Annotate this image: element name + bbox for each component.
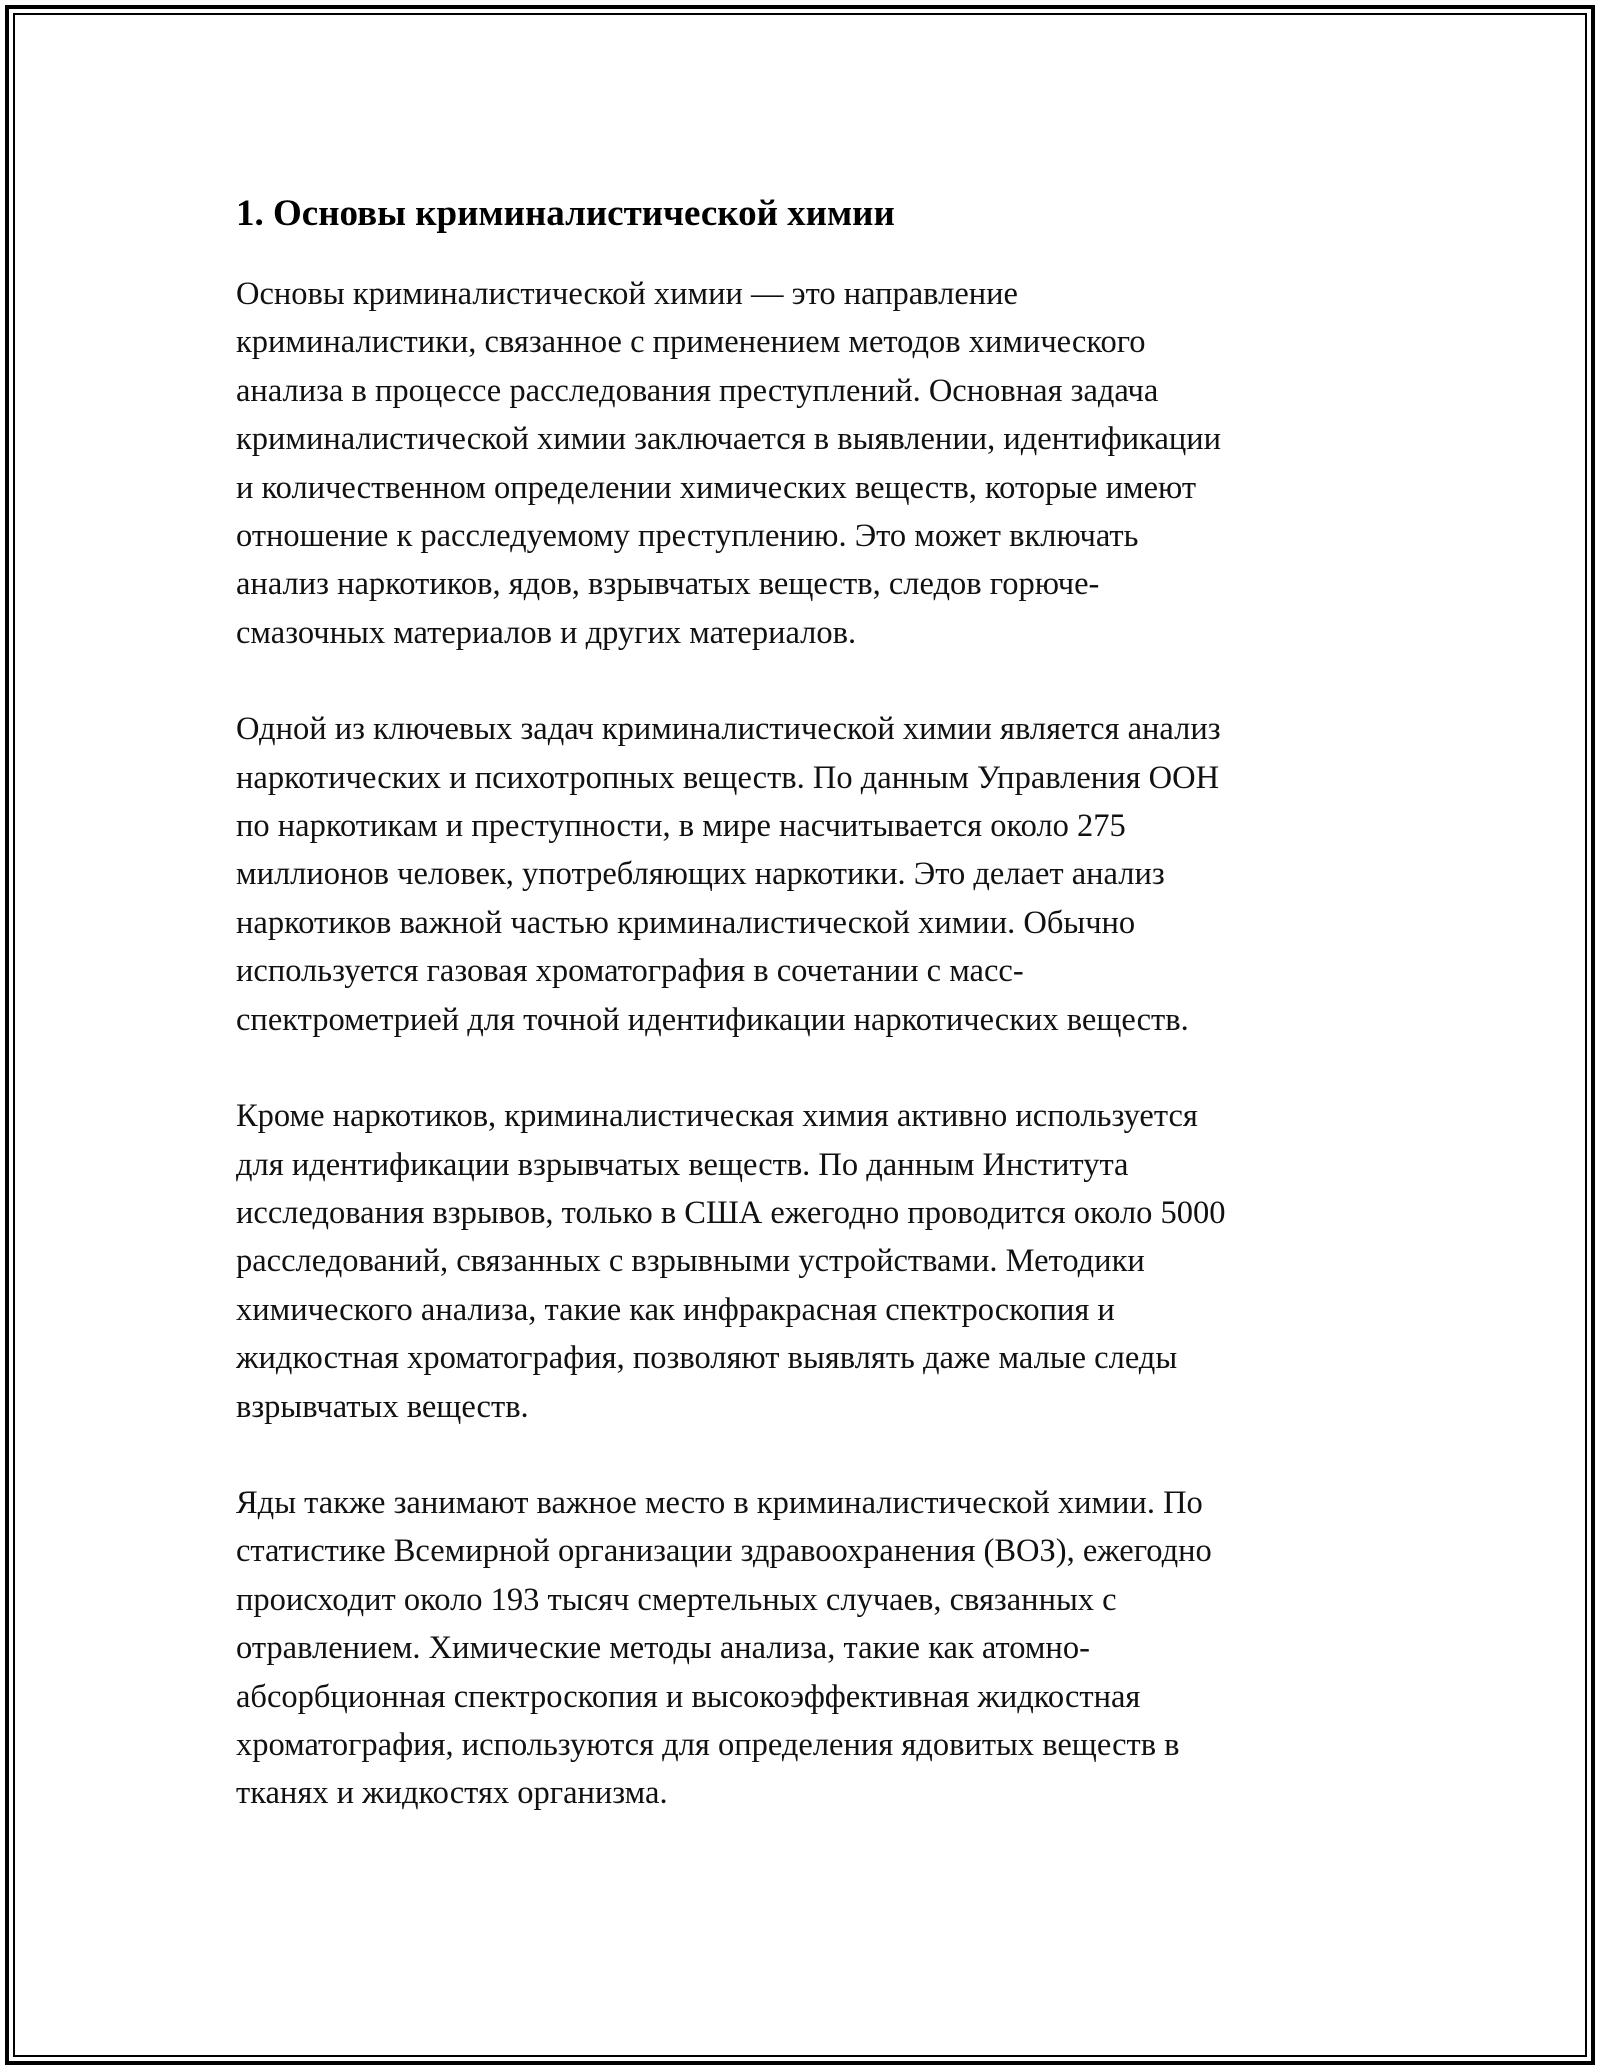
text-line: расследований, связанных с взрывными устройствами. Методики xyxy=(236,1243,1145,1280)
text-line: спектрометрией для точной идентификации наркотических веществ. xyxy=(236,1001,1189,1038)
text-line: Кроме наркотиков, криминалистическая химия активно используется xyxy=(236,1098,1198,1135)
text-line: используется газовая хроматография в сочетании с масс- xyxy=(236,953,1024,990)
text-line: жидкостная хроматография, позволяют выявлять даже малые следы xyxy=(236,1340,1178,1377)
text-line: Одной из ключевых задач криминалистической химии является анализ xyxy=(236,711,1221,748)
text-line: исследования взрывов, только в США ежегодно проводится около 5000 xyxy=(236,1194,1226,1231)
text-line: абсорбционная спектроскопия и высокоэффективная жидкостная xyxy=(236,1678,1141,1715)
text-line: наркотических и психотропных веществ. По данным Управления ООН xyxy=(236,759,1220,796)
paragraph-4 xyxy=(236,1479,1366,1818)
text-line: криминалистики, связанное с применением методов химического xyxy=(236,324,1146,361)
text-line: происходит около 193 тысяч смертельных случаев, связанных с xyxy=(236,1581,1117,1618)
section-title: 1. Основы криминалистической химии xyxy=(236,193,895,234)
paragraph-3 xyxy=(236,1092,1366,1431)
text-line: статистике Всемирной организации здравоохранения (ВОЗ), ежегодно xyxy=(236,1533,1212,1570)
text-line: химического анализа, такие как инфракрасная спектроскопия и xyxy=(236,1291,1115,1328)
text-line: анализ наркотиков, ядов, взрывчатых веществ, следов горюче- xyxy=(236,566,1100,603)
text-line: взрывчатых веществ. xyxy=(236,1388,529,1425)
document-body xyxy=(236,186,1366,1818)
text-line: и количественном определении химических веществ, которые имеют xyxy=(236,469,1197,506)
text-line: отношение к расследуемому преступлению. Это может включать xyxy=(236,518,1139,555)
text-line: тканях и жидкостях организма. xyxy=(236,1775,668,1812)
text-line: анализа в процессе расследования преступлений. Основная задача xyxy=(236,372,1159,409)
text-line: отравлением. Химические методы анализа, такие как атомно- xyxy=(236,1630,1090,1667)
text-line: смазочных материалов и других материалов. xyxy=(236,614,857,651)
text-line: Основы криминалистической химии — это направление xyxy=(236,276,1018,312)
text-line: миллионов человек, употребляющих наркотики. Это делает анализ xyxy=(236,856,1165,893)
text-line: по наркотикам и преступности, в мире насчитывается около 275 xyxy=(236,808,1126,845)
paragraph-2 xyxy=(236,705,1366,1044)
text-line: хроматография, используются для определения ядовитых веществ в xyxy=(236,1726,1180,1763)
text-line: Яды также занимают важное место в криминалистической химии. По xyxy=(236,1484,1203,1521)
paragraph-1 xyxy=(236,270,1366,657)
text-line: криминалистической химии заключается в выявлении, идентификации xyxy=(236,421,1222,458)
text-line: наркотиков важной частью криминалистической химии. Обычно xyxy=(236,904,1136,941)
text-line: для идентификации взрывчатых веществ. По данным Института xyxy=(236,1146,1129,1183)
